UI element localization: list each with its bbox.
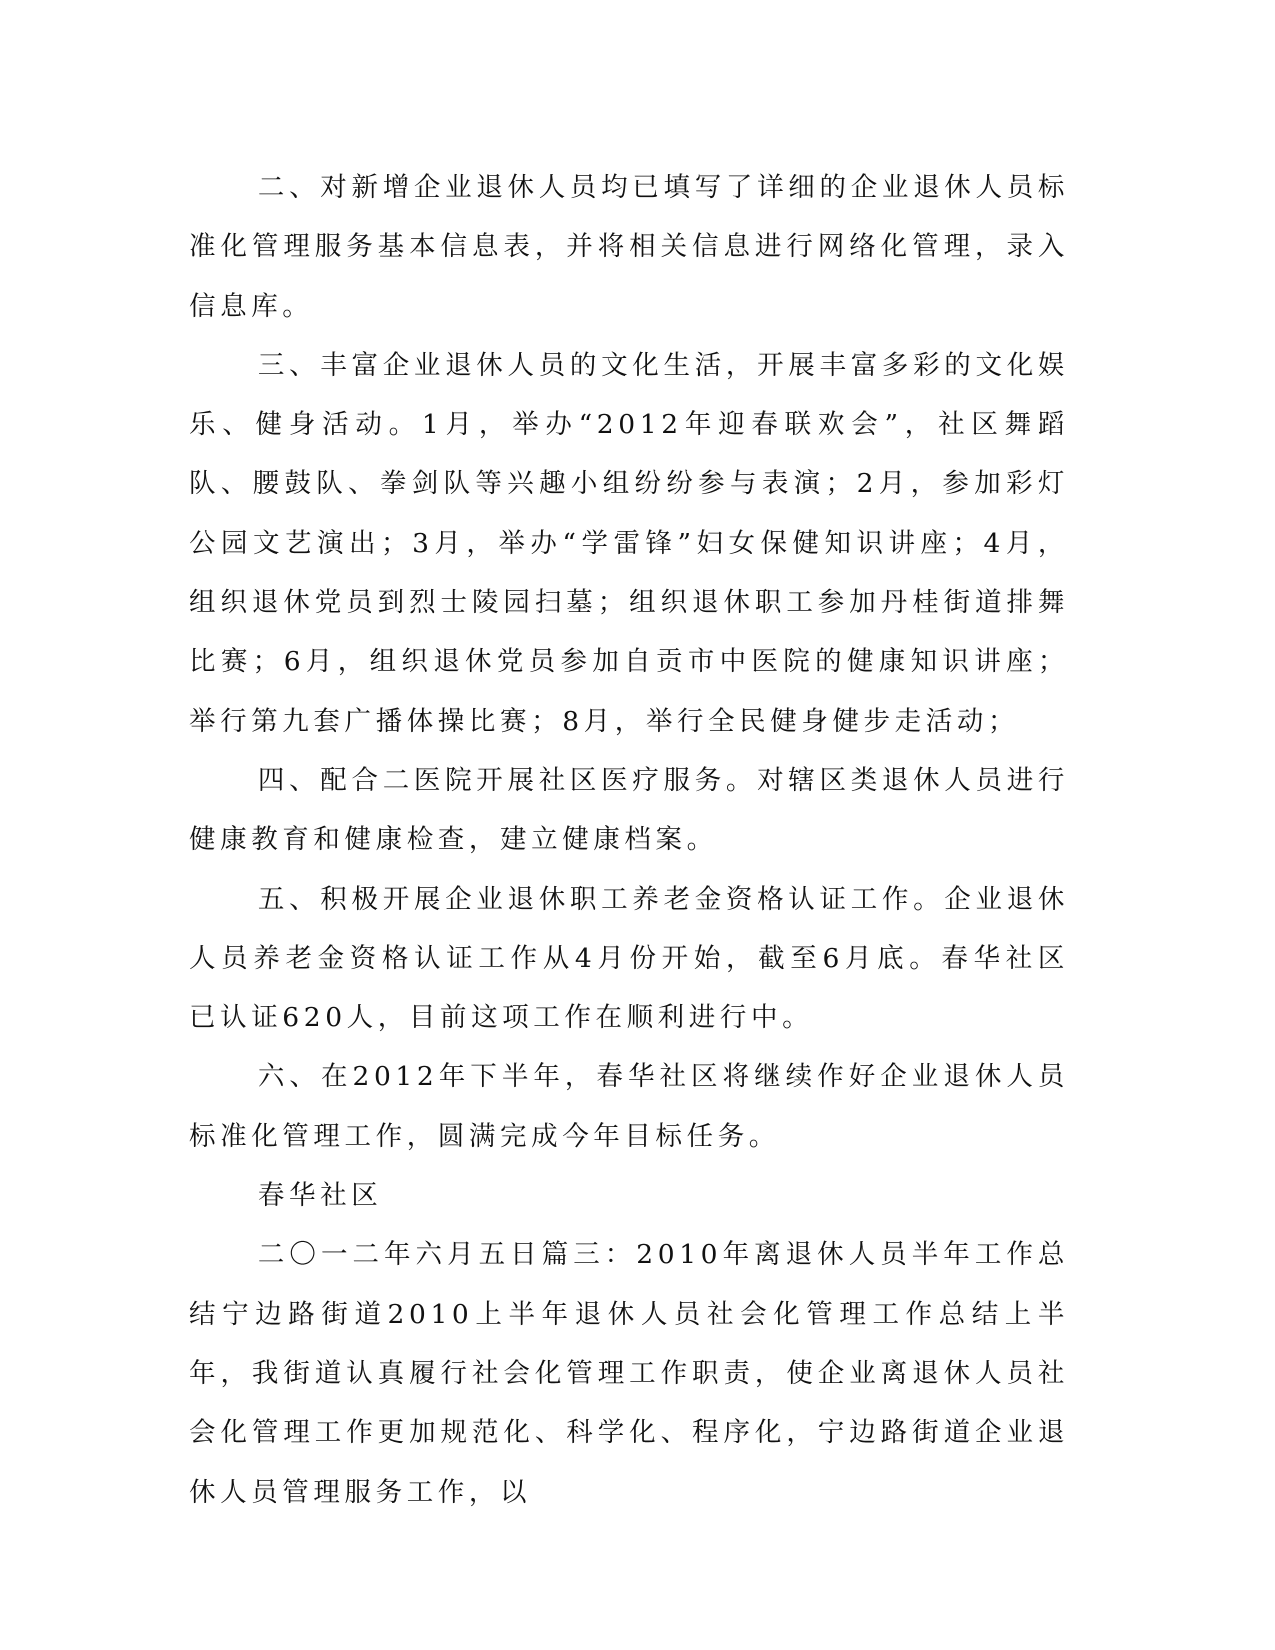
paragraph-6: 六、在2012年下半年，春华社区将继续作好企业退休人员标准化管理工作，圆满完成今年目标任务。	[189, 1061, 1069, 1152]
paragraph-date-and-article-3: 二〇一二年六月五日篇三：2010年离退休人员半年工作总结宁边路街道2010上半年退休人员社会化管理工作总结上半年，我街道认真履行社会化管理工作职责，使企业离退休人员社会化管理工作更加规范化、科学化、程序化，宁边路街道企业退休人员管理服务工作，以	[189, 1239, 1069, 1508]
paragraph-3: 三、丰富企业退休人员的文化生活，开展丰富多彩的文化娱乐、健身活动。1月，举办“2012年迎春联欢会”，社区舞蹈队、腰鼓队、拳剑队等兴趣小组纷纷参与表演；2月，参加彩灯公园文艺演出；3月，举办“学雷锋”妇女保健知识讲座；4月，组织退休党员到烈士陵园扫墓；组织退休职工参加丹桂街道排舞比赛；6月，组织退休党员参加自贡市中医院的健康知识讲座；举行第九套广播体操比赛；8月，举行全民健身健步走活动；	[189, 349, 1069, 737]
signature-community: 春华社区	[257, 1180, 383, 1212]
paragraph-4: 四、配合二医院开展社区医疗服务。对辖区类退休人员进行健康教育和健康检查，建立健康档案。	[189, 764, 1069, 856]
document-body	[189, 158, 1069, 1522]
paragraph-2: 二、对新增企业退休人员均已填写了详细的企业退休人员标准化管理服务基本信息表，并将相关信息进行网络化管理，录入信息库。	[189, 172, 1069, 322]
paragraph-5: 五、积极开展企业退休职工养老金资格认证工作。企业退休人员养老金资格认证工作从4月份开始，截至6月底。春华社区已认证620人，目前这项工作在顺利进行中。	[189, 883, 1069, 1034]
